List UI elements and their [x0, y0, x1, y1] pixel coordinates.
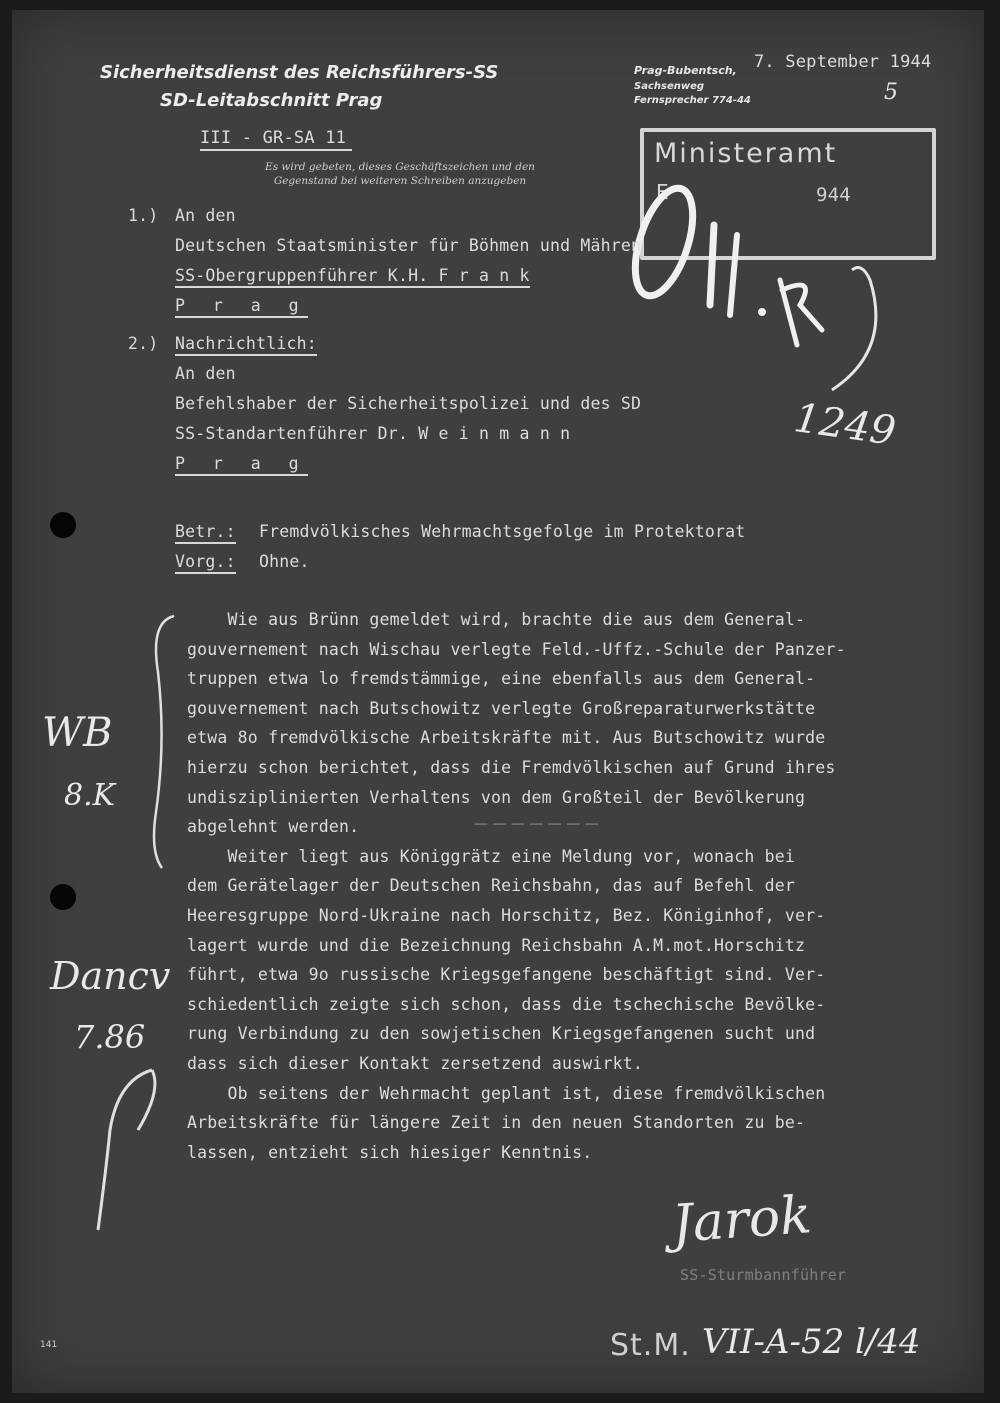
address-line3: Fernsprecher 774-44: [634, 95, 751, 106]
stamp-entry-prefix: E: [656, 180, 671, 204]
filing-stamp-prefix: St.M.: [610, 1328, 691, 1363]
rank-stamp: SS-Sturmbannführer: [680, 1266, 847, 1284]
body-line: hierzu schon berichtet, dass die Fremdvölkischen auf Grund ihres: [187, 758, 836, 777]
faint-pencil-note: — — — — — — —: [474, 816, 599, 832]
recipient-2-line2: Befehlshaber der Sicherheitspolizei und des SD: [175, 394, 642, 413]
address-line1: Prag-Bubentsch,: [634, 64, 737, 77]
margin-note-name: Dancv: [50, 954, 171, 998]
handwritten-arc: [822, 260, 892, 400]
subject-vorg-text: Ohne.: [259, 552, 310, 571]
recipient-1-number: 1.): [128, 206, 159, 225]
recipient-2-line1: An den: [175, 364, 236, 383]
page-code: 141: [40, 1340, 58, 1350]
letterhead-org-line1: Sicherheitsdienst des Reichsführers-SS: [100, 62, 499, 83]
document-page: [12, 10, 984, 1393]
body-line: truppen etwa lo fremdstämmige, eine ebenfalls aus dem General-: [187, 669, 816, 689]
body-line: Wie aus Brünn gemeldet wird, brachte die aus dem General-: [187, 610, 806, 629]
body-line: etwa 8o fremdvölkische Arbeitskräfte mit. Aus Butschowitz wurde: [187, 728, 826, 748]
body-line: abgelehnt werden.: [187, 817, 360, 837]
signature: Jarok: [670, 1185, 814, 1255]
body-line: gouvernement nach Butschowitz verlegte Großreparaturwerkstätte: [187, 698, 816, 718]
margin-pencil-loop: [78, 1060, 168, 1250]
margin-note-date2: 7.86: [74, 1018, 146, 1056]
recipient-1-line4: P r a g: [175, 296, 308, 318]
margin-note-date1: 8.K: [64, 778, 116, 813]
subject-betr-label: Betr.:: [175, 522, 236, 544]
handwritten-top-mark: 5: [884, 80, 898, 105]
body-line: Weiter liegt aus Königgrätz eine Meldung vor, wonach bei: [187, 846, 796, 866]
handwritten-number-right: 1249: [791, 395, 899, 455]
body-line: undisziplinierten Verhaltens von dem Großteil der Bevölkerung: [187, 787, 806, 807]
file-number: III - GR-SA 11: [200, 128, 352, 151]
punch-hole-top: [50, 512, 76, 538]
punch-hole-bottom: [50, 884, 76, 910]
body-line: dem Gerätelager der Deutschen Reichsbahn, das auf Befehl der: [187, 876, 796, 896]
body-line: Ob seitens der Wehrmacht geplant ist, diese fremdvölkischen: [187, 1083, 826, 1103]
body-line: schiedentlich zeigte sich schon, dass die tschechische Bevölke-: [187, 994, 826, 1014]
margin-bracket: [144, 612, 184, 872]
letter-date: 7. September 1944: [754, 52, 932, 72]
recipient-1-line1: An den: [175, 206, 236, 225]
recipient-2-number: 2.): [128, 334, 159, 353]
stamp-title: Ministeramt: [654, 138, 838, 169]
reference-request-stamp: Es wird gebeten, dieses Geschäftszeichen und den Gegenstand bei weiteren Schreiben anzugeben: [265, 161, 535, 187]
handwritten-receipt-mark: [622, 180, 842, 350]
recipient-2-line3: SS-Standartenführer Dr. W e i n m a n n: [175, 424, 571, 443]
stamp-year: 944: [816, 184, 851, 206]
body-line: Heeresgruppe Nord-Ukraine nach Horschitz, Bez. Königinhof, ver-: [187, 906, 826, 925]
address-line2: Sachsenweg: [634, 81, 705, 92]
margin-note-wb: WB: [42, 710, 113, 756]
recipient-1-line2: Deutschen Staatsminister für Böhmen und Mähren: [175, 236, 642, 255]
filing-number: VII-A-52 l/44: [702, 1322, 921, 1362]
body-line: gouvernement nach Wischau verlegte Feld.-Uffz.-Schule der Panzer-: [187, 639, 846, 659]
body-line: führt, etwa 9o russische Kriegsgefangene beschäftigt sind. Ver-: [187, 965, 826, 985]
body-line: rung Verbindung zu den sowjetischen Kriegsgefangenen sucht und: [187, 1024, 816, 1044]
body-line: dass sich dieser Kontakt zersetzend auswirkt.: [187, 1054, 644, 1073]
body-line: lassen, entzieht sich hiesiger Kenntnis.: [187, 1142, 593, 1162]
recipient-2-heading: Nachrichtlich:: [175, 334, 317, 356]
subject-betr-text: Fremdvölkisches Wehrmachtsgefolge im Protektorat: [259, 522, 746, 541]
recipient-1-line3: SS-Obergruppenführer K.H. F r a n k: [175, 266, 530, 288]
recipient-2-line4: P r a g: [175, 454, 308, 476]
letterhead-org-line2: SD-Leitabschnitt Prag: [160, 90, 383, 111]
subject-vorg-label: Vorg.:: [175, 552, 236, 574]
body-line: lagert wurde und die Bezeichnung Reichsbahn A.M.mot.Horschitz: [187, 935, 806, 955]
body-line: Arbeitskräfte für längere Zeit in den neuen Standorten zu be-: [187, 1113, 806, 1133]
